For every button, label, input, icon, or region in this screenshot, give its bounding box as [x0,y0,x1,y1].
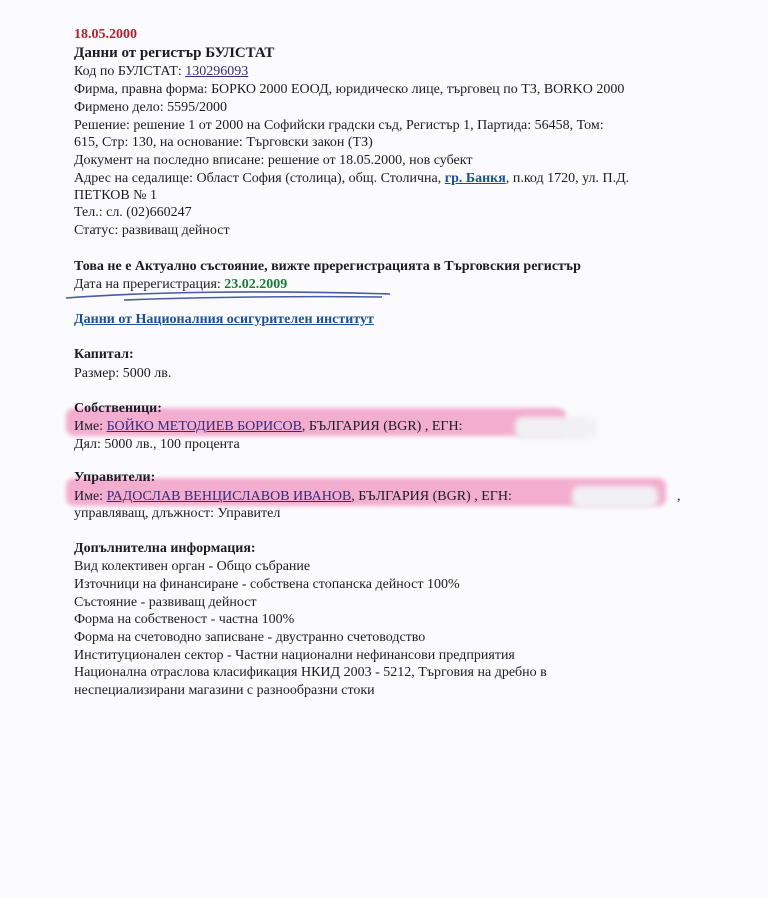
additional-line: Форма на собственост - частна 100% [74,612,295,627]
owner-line [74,419,462,435]
decision-line-1: Решение: решение 1 от 2000 на Софийски градски съд, Регистър 1, Партида: 56458, Том: [74,118,604,133]
manager-trailing-comma: , [677,489,681,504]
owner-egn-redaction [515,417,597,439]
additional-line: Институционален сектор - Частни национални нефинансови предприятия [74,648,515,663]
status-line: Статус: развиващ дейност [74,223,230,238]
manager-name-link[interactable]: РАДОСЛАВ ВЕНЦИСЛАВОВ ИВАНОВ [106,489,352,504]
address-line [74,171,629,187]
phone-line: Тел.: сл. (02)660247 [74,205,192,220]
bulstat-code-link[interactable]: 130296093 [185,64,249,79]
managers-heading: Управители: [74,470,156,485]
town-link[interactable]: гр. Банкя [444,171,506,186]
manager-role: управляващ, длъжност: Управител [74,506,281,521]
reregistration-notice: Това не е Актуално състояние, вижте пререгистрацията в Търговския регистър [74,259,581,274]
firm-line: Фирма, правна форма: БОРКО 2000 ЕООД, юридическо лице, търговец по ТЗ, BORKO 2000 [74,82,625,97]
hand-underline [64,288,394,304]
manager-name-label: Име: [74,489,107,504]
capital-size: Размер: 5000 лв. [74,366,172,381]
additional-heading: Допълнителна информация: [74,541,256,556]
additional-line: Форма на счетоводно записване - двустранно счетоводство [74,630,426,645]
address-line-2: ПЕТКОВ № 1 [74,188,158,203]
owner-country: , БЪЛГАРИЯ (BGR) , ЕГН: [301,419,463,434]
owner-share: Дял: 5000 лв., 100 процента [74,437,240,452]
additional-line: Източници на финансиране - собствена стопанска дейност 100% [74,577,460,592]
manager-country: , БЪЛГАРИЯ (BGR) , ЕГН: [351,489,512,504]
document-date: 18.05.2000 [74,27,137,42]
additional-line: Вид колективен орган - Общо събрание [74,559,311,574]
reregistration-date-label: Дата на пререгистрация: [74,277,225,292]
last-entry-line: Документ на последно вписане: решение от 18.05.2000, нов субект [74,153,473,168]
additional-line: неспециализирани магазини с разнообразни стоки [74,683,375,698]
reregistration-date-value: 23.02.2009 [224,277,288,292]
document-title: Данни от регистър БУЛСТАТ [74,45,275,61]
additional-line: Състояние - развиващ дейност [74,595,257,610]
case-line: Фирмено дело: 5595/2000 [74,100,228,115]
owner-name-link[interactable]: БОЙКО МЕТОДИЕВ БОРИСОВ [106,419,302,434]
owner-name-label: Име: [74,419,107,434]
additional-line: Национална отраслова класификация НКИД 2003 - 5212, Търговия на дребно в [74,665,547,680]
manager-egn-redaction [572,486,658,508]
decision-line-2: 615, Стр: 130, на основание: Търговски закон (ТЗ) [74,135,373,150]
bulstat-label: Код по БУЛСТАТ: [74,64,186,79]
owners-heading: Собственици: [74,401,162,416]
manager-line [74,489,512,505]
address-prefix: Адрес на седалище: Област София (столица), общ. Столична, [74,171,445,186]
address-suffix: , п.код 1720, ул. П.Д. [505,171,630,186]
bulstat-line [74,64,248,80]
capital-heading: Капитал: [74,347,134,362]
nssi-link[interactable]: Данни от Националния осигурителен институт [74,312,374,327]
